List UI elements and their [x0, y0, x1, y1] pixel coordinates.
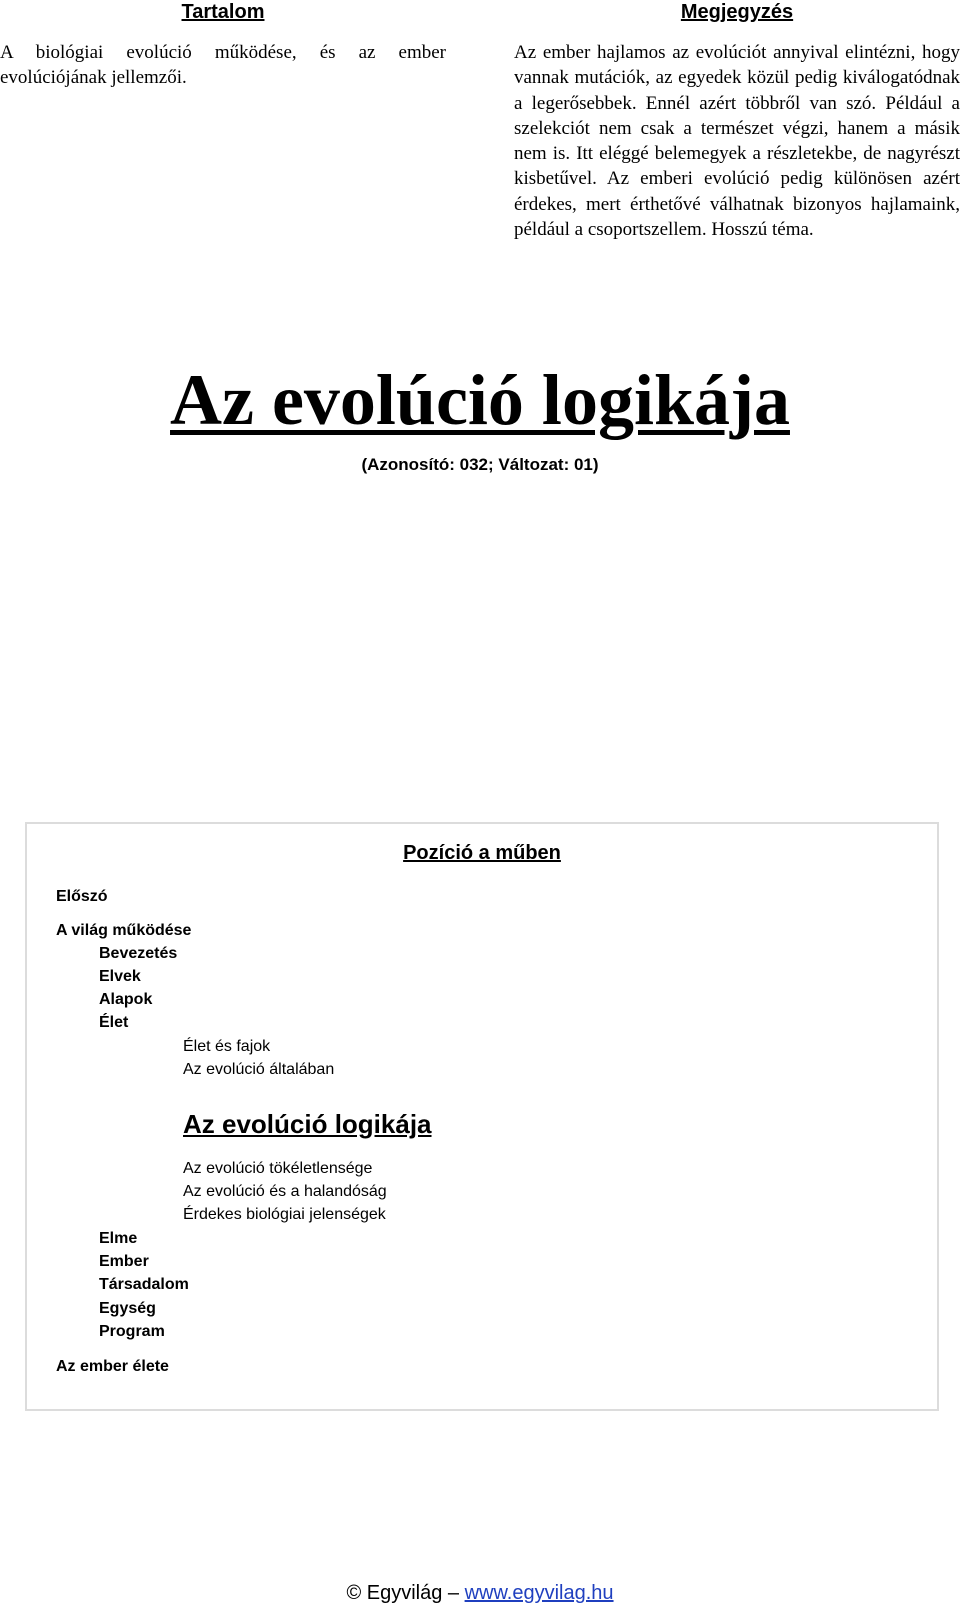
toc-item-evolucio-altalaban: Az evolúció általában: [183, 1061, 335, 1078]
toc-item-current: Az evolúció logikája: [183, 1109, 432, 1139]
toc-item-vilag-mukodese: A világ működése: [56, 922, 192, 939]
toc-item-elet-es-fajok: Élet és fajok: [183, 1038, 271, 1055]
position-heading: Pozíció a műben: [403, 842, 561, 864]
toc-item-egyseg: Egység: [99, 1300, 156, 1317]
note-text: Az ember hajlamos az evolúciót annyival elintézni, hogy vannak mutációk, az egyedek közül pedig kiválogatódnak a legerősebbek. Ennél azért többről van szó. Például a szelekciót nem csak a természet végzi, hanem a másik nem is. Itt eléggé belemegyek a részletekbe, de nagyrészt kisbetűvel. Az emberi evolúció pedig különösen azért érdekes, mert érthetővé válhatnak bizonyos hajlamaink, például a csoportszellem. Hosszú téma.: [514, 42, 960, 241]
footer-link[interactable]: www.egyvilag.hu: [464, 1582, 614, 1604]
note-column: [514, 0, 960, 242]
page-title: Az evolúció logikája: [170, 360, 790, 440]
toc-item-elvek: Elvek: [99, 968, 141, 985]
toc-item-elet: Élet: [99, 1014, 129, 1031]
toc-item-ember: Ember: [99, 1253, 149, 1270]
footer-copyright: © Egyvilág –: [346, 1582, 460, 1604]
toc-item-elme: Elme: [99, 1230, 138, 1247]
note-heading: Megjegyzés: [680, 1, 794, 23]
footer: [0, 1580, 960, 1606]
toc-item-bevezetes: Bevezetés: [99, 945, 178, 962]
toc-item-ember-elete: Az ember élete: [56, 1358, 169, 1375]
toc-item-erdekes-jelensegek: Érdekes biológiai jelenségek: [183, 1206, 386, 1223]
page-subtitle: (Azonosító: 032; Változat: 01): [361, 455, 599, 474]
toc-item-evolucio-halandosag: Az evolúció és a halandóság: [183, 1183, 387, 1200]
contents-column: [0, 0, 446, 91]
toc-item-eloszo: Előszó: [56, 888, 108, 905]
position-box: [25, 822, 939, 1411]
toc-item-evolucio-tokeletlensege: Az evolúció tökéletlensége: [183, 1160, 373, 1177]
toc-item-alapok: Alapok: [99, 991, 153, 1008]
toc-item-tarsadalom: Társadalom: [99, 1276, 189, 1293]
contents-text: A biológiai evolúció működése, és az ember evolúciójának jellemzői.: [0, 42, 446, 89]
contents-heading: Tartalom: [181, 1, 265, 23]
toc-item-program: Program: [99, 1323, 165, 1340]
